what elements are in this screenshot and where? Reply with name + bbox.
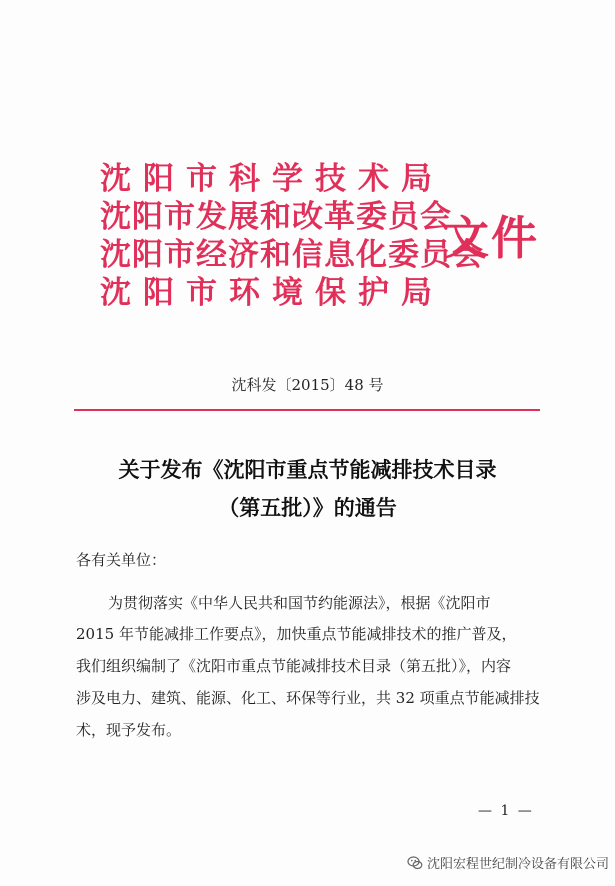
notice-title-line-2: （第五批）》的通告 [218, 495, 397, 520]
body-line-3: 我们组织编制了《沈阳市重点节能减排技术目录（第五批）》，内容 [76, 657, 512, 675]
red-divider [74, 409, 540, 411]
body-line-2: 2015 年节能减排工作要点》，加快重点节能减排技术的推广普及， [76, 625, 517, 643]
issuer-line-1: 沈阳市科学技术局 [100, 161, 444, 197]
issuer-line-4: 沈阳市环境保护局 [100, 275, 444, 311]
body-line-5: 术，现予发布。 [76, 721, 182, 739]
page-number: — 1 — [478, 803, 534, 819]
notice-title-line-1: 关于发布《沈阳市重点节能减排技术目录 [118, 457, 497, 482]
document-type-label: 文件 [443, 211, 539, 265]
document-number: 沈科发〔2015〕48 号 [231, 376, 384, 394]
watermark-text: 沈阳宏程世纪制冷设备有限公司 [426, 857, 609, 872]
body-line-4: 涉及电力、建筑、能源、化工、环保等行业，共 32 项重点节能减排技 [76, 689, 540, 707]
document-header [100, 160, 570, 320]
issuer-line-3: 沈阳市经济和信息化委员会 [100, 237, 484, 273]
wechat-icon [407, 855, 423, 871]
issuer-line-2: 沈阳市发展和改革委员会 [100, 199, 452, 235]
watermark [407, 853, 609, 872]
salutation: 各有关单位： [76, 551, 167, 569]
body-line-1: 为贯彻落实《中华人民共和国节约能源法》，根据《沈阳市 [108, 594, 491, 612]
